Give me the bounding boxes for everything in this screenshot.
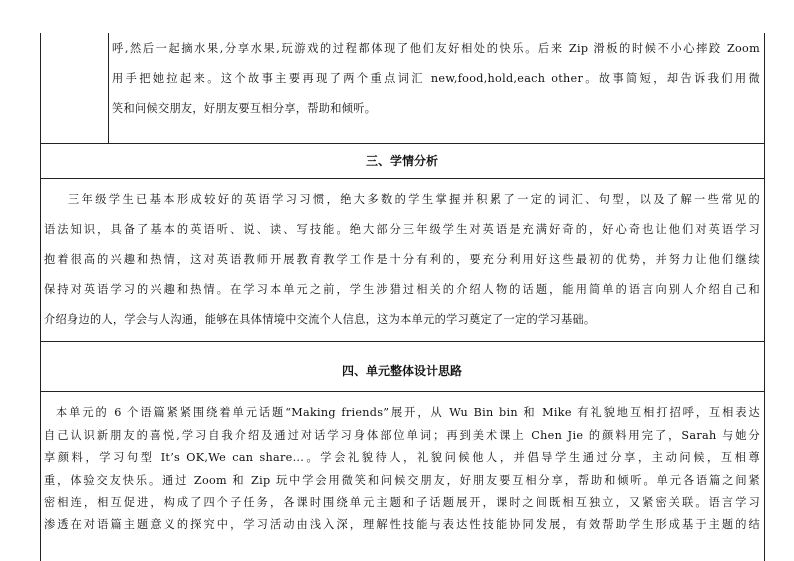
section-heading-unit-design: 四、单元整体设计思路 xyxy=(341,364,462,378)
paragraph-line: 笑和问候交朋友，好朋友要互相分享，帮助和倾听。 xyxy=(112,102,377,115)
section-heading-learner-analysis: 三、学情分析 xyxy=(365,154,438,168)
row-divider xyxy=(40,341,765,342)
row-divider xyxy=(40,391,765,392)
table-left-border xyxy=(40,33,41,561)
paragraph-line: 呼,然后一起摘水果,分享水果,玩游戏的过程都体现了他们友好相处的快乐。后来 Zip 滑板的时候不小心摔跤 Zoom xyxy=(112,42,760,55)
paragraph-line: 语法知识，具备了基本的英语听、说、读、写技能。绝大部分三年级学生对英语是充满好奇的，好心奇也让他们对英语学习 xyxy=(44,223,760,236)
row-divider xyxy=(40,143,765,144)
paragraph-line: 渗透在对语篇主题意义的探究中，学习活动由浅入深，理解性技能与表达性技能协同发展，有效帮助学生形成基于主题的结 xyxy=(44,518,760,531)
paragraph-line: 介绍身边的人，学会与人沟通，能够在具体情境中交流个人信息，这为本单元的学习奠定了一定的学习基础。 xyxy=(44,313,596,326)
paragraph-line: 自己认识新朋友的喜悦,学习自我介绍及通过对话学习身体部位单词；再到美术课上 Chen Jie 的颜料用完了，Sarah 与她分 xyxy=(44,429,760,442)
paragraph-line: 抱着很高的兴趣和热情，这对英语教师开展教育教学工作是十分有利的，要充分利用好这些最初的优势，并努力让他们继续 xyxy=(44,253,760,266)
paragraph-line: 享颜料，学习句型 It’s OK,We can share...。学会礼貌待人，礼貌问候他人，并倡导学生通过分享，主动问候，互相尊 xyxy=(44,451,760,464)
paragraph-line: 重，体验交友快乐。通过 Zoom 和 Zip 玩中学会用微笑和问候交朋友，好朋友要互相分享，帮助和倾听。单元各语篇之间紧 xyxy=(44,474,760,487)
row-divider xyxy=(40,178,765,179)
paragraph-line: 用手把她拉起来。这个故事主要再现了两个重点词汇 new,food,hold,each other。故事简短，却告诉我们用微 xyxy=(112,72,760,85)
table-right-border xyxy=(764,33,765,561)
label-column-divider xyxy=(108,33,109,144)
paragraph-line: 保持对英语学习的兴趣和热情。在学习本单元之前，学生涉猎过相关的介绍人物的话题，能用简单的语言向别人介绍自己和 xyxy=(44,283,760,296)
paragraph-line: 本单元的 6 个语篇紧紧围绕着单元话题“Making friends”展开，从 Wu Bin bin 和 Mike 有礼貌地互相打招呼，互相表达 xyxy=(56,406,760,419)
paragraph-line: 密相连，相互促进，构成了四个子任务，各课时围绕单元主题和子话题展开，课时之间既相互独立，又紧密关联。语言学习 xyxy=(44,496,760,509)
paragraph-line: 三年级学生已基本形成较好的英语学习习惯，绝大多数的学生掌握并积累了一定的词汇、句型，以及了解一些常见的 xyxy=(68,193,760,206)
